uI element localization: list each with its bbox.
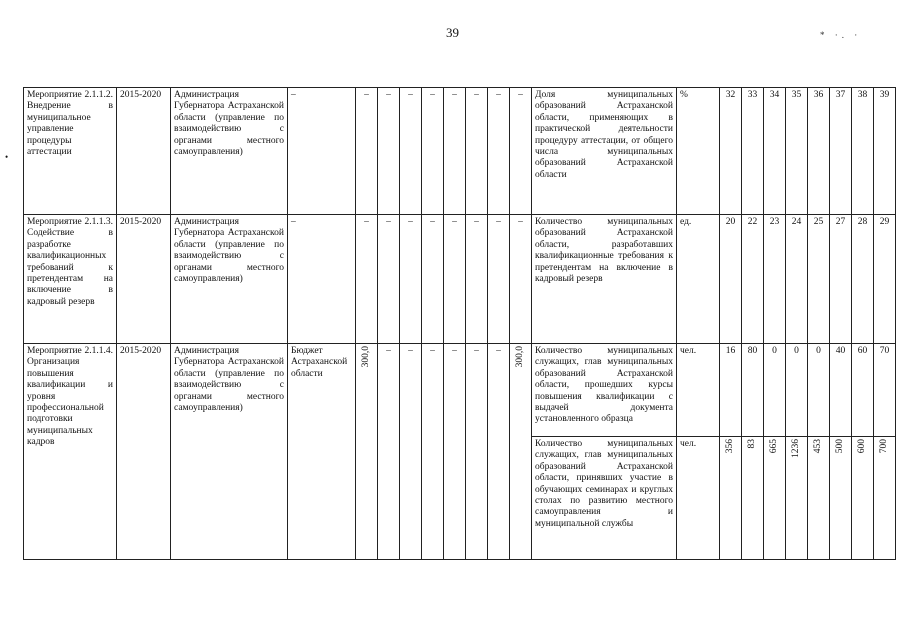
amount-cell: – bbox=[422, 344, 444, 560]
amount-value: 300,0 bbox=[360, 346, 371, 368]
activity-period: 2015-2020 bbox=[117, 344, 171, 560]
amount-cell: – bbox=[400, 344, 422, 560]
amount-cell: – bbox=[422, 88, 444, 215]
indicator-value: 23 bbox=[764, 215, 786, 344]
indicator-text: Количество муниципальных образований Астраханской области, разработавших квалификационные требования к претендентам на включение в кадровый резерв bbox=[532, 215, 677, 344]
activity-executor: Администрация Губернатора Астраханской области (управление по взаимодействию с органами местного самоуправления) bbox=[171, 344, 288, 560]
indicator-value: 0 bbox=[764, 344, 786, 437]
indicator-value: 27 bbox=[830, 215, 852, 344]
amount-cell: – bbox=[400, 215, 422, 344]
amount-cell: – bbox=[510, 215, 532, 344]
indicator-value: 22 bbox=[742, 215, 764, 344]
indicator-value: 32 bbox=[720, 88, 742, 215]
indicator-value: 38 bbox=[852, 88, 874, 215]
amount-cell: – bbox=[488, 215, 510, 344]
indicator-value-cell bbox=[874, 437, 896, 560]
indicator-text: Доля муниципальных образований Астраханской области, применяющих в практической деятельности процедуру аттестации, от общего числа муниципальных образований Астраханской области bbox=[532, 88, 677, 215]
indicator-value: 16 bbox=[720, 344, 742, 437]
amount-cell: – bbox=[378, 88, 400, 215]
indicator-value: 453 bbox=[812, 439, 823, 454]
table-row bbox=[24, 215, 896, 344]
amount-cell: – bbox=[466, 88, 488, 215]
indicator-unit: чел. bbox=[677, 437, 720, 560]
indicator-value: 35 bbox=[786, 88, 808, 215]
indicator-value: 39 bbox=[874, 88, 896, 215]
indicator-value: 600 bbox=[856, 439, 867, 454]
indicator-value: 60 bbox=[852, 344, 874, 437]
indicator-value: 28 bbox=[852, 215, 874, 344]
activity-name: Мероприятие 2.1.1.4. Организация повышения квалификации и уровня профессиональной подготовки муниципальных кадров bbox=[24, 344, 117, 560]
indicator-value: 83 bbox=[746, 439, 757, 449]
activity-name: Мероприятие 2.1.1.3. Содействие в разработке квалификационных требований к претендентам на включение в кадровый резерв bbox=[24, 215, 117, 344]
indicator-value-cell bbox=[764, 437, 786, 560]
funding-source: – bbox=[288, 215, 356, 344]
indicator-value: 34 bbox=[764, 88, 786, 215]
table-row bbox=[24, 88, 896, 215]
table-row bbox=[24, 344, 896, 437]
amount-cell: – bbox=[466, 344, 488, 560]
indicator-value: 700 bbox=[878, 439, 889, 454]
activity-executor: Администрация Губернатора Астраханской области (управление по взаимодействию с органами местного самоуправления) bbox=[171, 88, 288, 215]
amount-cell: – bbox=[356, 215, 378, 344]
amount-cell: – bbox=[488, 88, 510, 215]
amount-cell: – bbox=[444, 344, 466, 560]
program-table bbox=[23, 87, 896, 560]
indicator-unit: % bbox=[677, 88, 720, 215]
amount-cell bbox=[510, 344, 532, 560]
amount-cell: – bbox=[444, 88, 466, 215]
indicator-value: 20 bbox=[720, 215, 742, 344]
indicator-value-cell bbox=[786, 437, 808, 560]
amount-cell: – bbox=[488, 344, 510, 560]
indicator-value: 24 bbox=[786, 215, 808, 344]
indicator-value: 0 bbox=[786, 344, 808, 437]
indicator-value: 37 bbox=[830, 88, 852, 215]
scan-speck-left: • bbox=[5, 152, 9, 162]
indicator-unit: чел. bbox=[677, 344, 720, 437]
indicator-value-cell bbox=[742, 437, 764, 560]
indicator-value: 0 bbox=[808, 344, 830, 437]
scan-specks: * ·. · bbox=[820, 30, 862, 40]
indicator-value: 25 bbox=[808, 215, 830, 344]
indicator-value-cell bbox=[830, 437, 852, 560]
indicator-value: 1236 bbox=[790, 439, 801, 458]
indicator-value-cell bbox=[808, 437, 830, 560]
amount-cell bbox=[356, 344, 378, 560]
activity-period: 2015-2020 bbox=[117, 88, 171, 215]
indicator-value: 356 bbox=[724, 439, 735, 454]
funding-source: Бюджет Астраханской области bbox=[288, 344, 356, 560]
activity-period: 2015-2020 bbox=[117, 215, 171, 344]
amount-cell: – bbox=[356, 88, 378, 215]
amount-cell: – bbox=[466, 215, 488, 344]
indicator-value: 500 bbox=[834, 439, 845, 454]
amount-cell: – bbox=[444, 215, 466, 344]
indicator-value-cell bbox=[720, 437, 742, 560]
indicator-value: 29 bbox=[874, 215, 896, 344]
indicator-text: Количество муниципальных служащих, глав муниципальных образований Астраханской области, принявших участие в обучающих семинарах и круглых столах по развитию местного самоуправления и муниципальной службы bbox=[532, 437, 677, 560]
indicator-text: Количество муниципальных служащих, глав муниципальных образований Астраханской области, прошедших курсы повышения квалификации с выдачей документа установленного образца bbox=[532, 344, 677, 437]
indicator-value-cell bbox=[852, 437, 874, 560]
indicator-value: 36 bbox=[808, 88, 830, 215]
page-number: 39 bbox=[446, 25, 459, 40]
indicator-value: 40 bbox=[830, 344, 852, 437]
indicator-value: 33 bbox=[742, 88, 764, 215]
indicator-value: 80 bbox=[742, 344, 764, 437]
funding-source: – bbox=[288, 88, 356, 215]
indicator-unit: ед. bbox=[677, 215, 720, 344]
activity-executor: Администрация Губернатора Астраханской области (управление по взаимодействию с органами местного самоуправления) bbox=[171, 215, 288, 344]
indicator-value: 665 bbox=[768, 439, 779, 454]
amount-cell: – bbox=[400, 88, 422, 215]
indicator-value: 70 bbox=[874, 344, 896, 437]
activity-name: Мероприятие 2.1.1.2. Внедрение в муниципальное управление процедуры аттестации bbox=[24, 88, 117, 215]
amount-cell: – bbox=[510, 88, 532, 215]
amount-value: 300,0 bbox=[514, 346, 525, 368]
amount-cell: – bbox=[378, 215, 400, 344]
amount-cell: – bbox=[422, 215, 444, 344]
amount-cell: – bbox=[378, 344, 400, 560]
